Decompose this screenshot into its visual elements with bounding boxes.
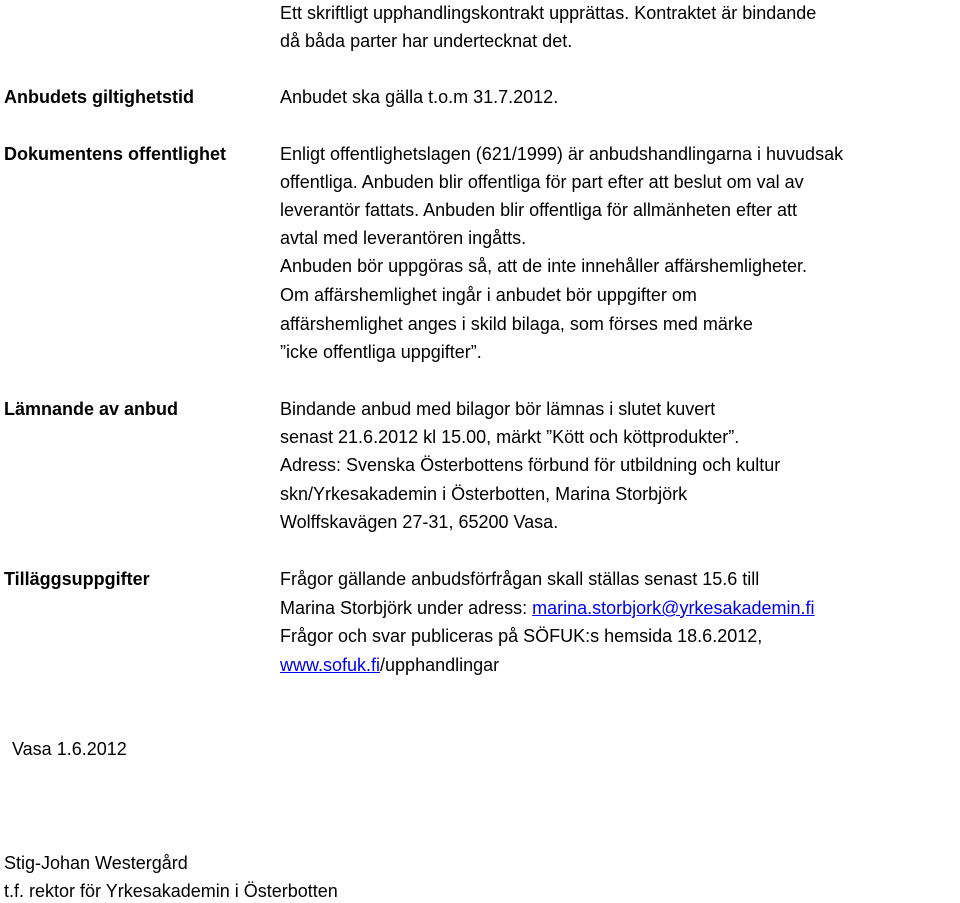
lamnande-line-4: skn/Yrkesakademin i Österbotten, Marina Storbjörk	[280, 484, 688, 504]
lamnande-line-2: senast 21.6.2012 kl 15.00, märkt ”Kött och köttprodukter”.	[280, 427, 740, 447]
website-link[interactable]: www.sofuk.fi	[280, 655, 381, 675]
offentlighet-line-5: Anbuden bör uppgöras så, att de inte innehåller affärshemligheter.	[280, 256, 808, 276]
lamnande-line-1: Bindande anbud med bilagor bör lämnas i slutet kuvert	[280, 399, 716, 419]
intro-line-2: då båda parter har undertecknat det.	[280, 31, 573, 51]
offentlighet-line-2: offentliga. Anbuden blir offentliga för part efter att beslut om val av	[280, 172, 804, 192]
offentlighet-line-7: affärshemlighet anges i skild bilaga, som förses med märke	[280, 314, 753, 334]
offentlighet-line-6: Om affärshemlighet ingår i anbudet bör uppgifter om	[280, 285, 697, 305]
tillagg-line-4	[280, 654, 499, 676]
lamnande-line-3: Adress: Svenska Österbottens förbund för utbildning och kultur	[280, 455, 781, 475]
tillagg-line-1: Frågor gällande anbudsförfrågan skall ställas senast 15.6 till	[280, 569, 760, 589]
offentlighet-line-1: Enligt offentlighetslagen (621/1999) är anbudshandlingarna i huvudsak	[280, 144, 844, 164]
tillagg-line-2	[280, 597, 815, 619]
tillagg-line-2-prefix: Marina Storbjörk under adress:	[280, 598, 533, 618]
section-label-tillagg: Tilläggsuppgifter	[4, 569, 150, 589]
intro-line-1: Ett skriftligt upphandlingskontrakt upprättas. Kontraktet är bindande	[280, 3, 817, 23]
giltighetstid-text: Anbudet ska gälla t.o.m 31.7.2012.	[280, 87, 559, 107]
lamnande-line-5: Wolffskavägen 27-31, 65200 Vasa.	[280, 512, 559, 532]
website-suffix: /upphandlingar	[380, 655, 500, 675]
section-label-lamnande: Lämnande av anbud	[4, 399, 179, 419]
signer-name: Stig-Johan Westergård	[4, 853, 188, 873]
offentlighet-line-8: ”icke offentliga uppgifter”.	[280, 342, 482, 362]
offentlighet-line-4: avtal med leverantören ingåtts.	[280, 228, 527, 248]
section-label-giltighetstid: Anbudets giltighetstid	[4, 87, 194, 107]
offentlighet-line-3: leverantör fattats. Anbuden blir offentliga för allmänheten efter att	[280, 200, 797, 220]
section-label-offentlighet: Dokumentens offentlighet	[4, 144, 227, 164]
signer-title: t.f. rektor för Yrkesakademin i Österbotten	[4, 881, 338, 901]
tillagg-line-3: Frågor och svar publiceras på SÖFUK:s hemsida 18.6.2012,	[280, 626, 763, 646]
email-link[interactable]: marina.storbjork@yrkesakademin.fi	[532, 598, 815, 618]
place-date: Vasa 1.6.2012	[12, 739, 127, 759]
